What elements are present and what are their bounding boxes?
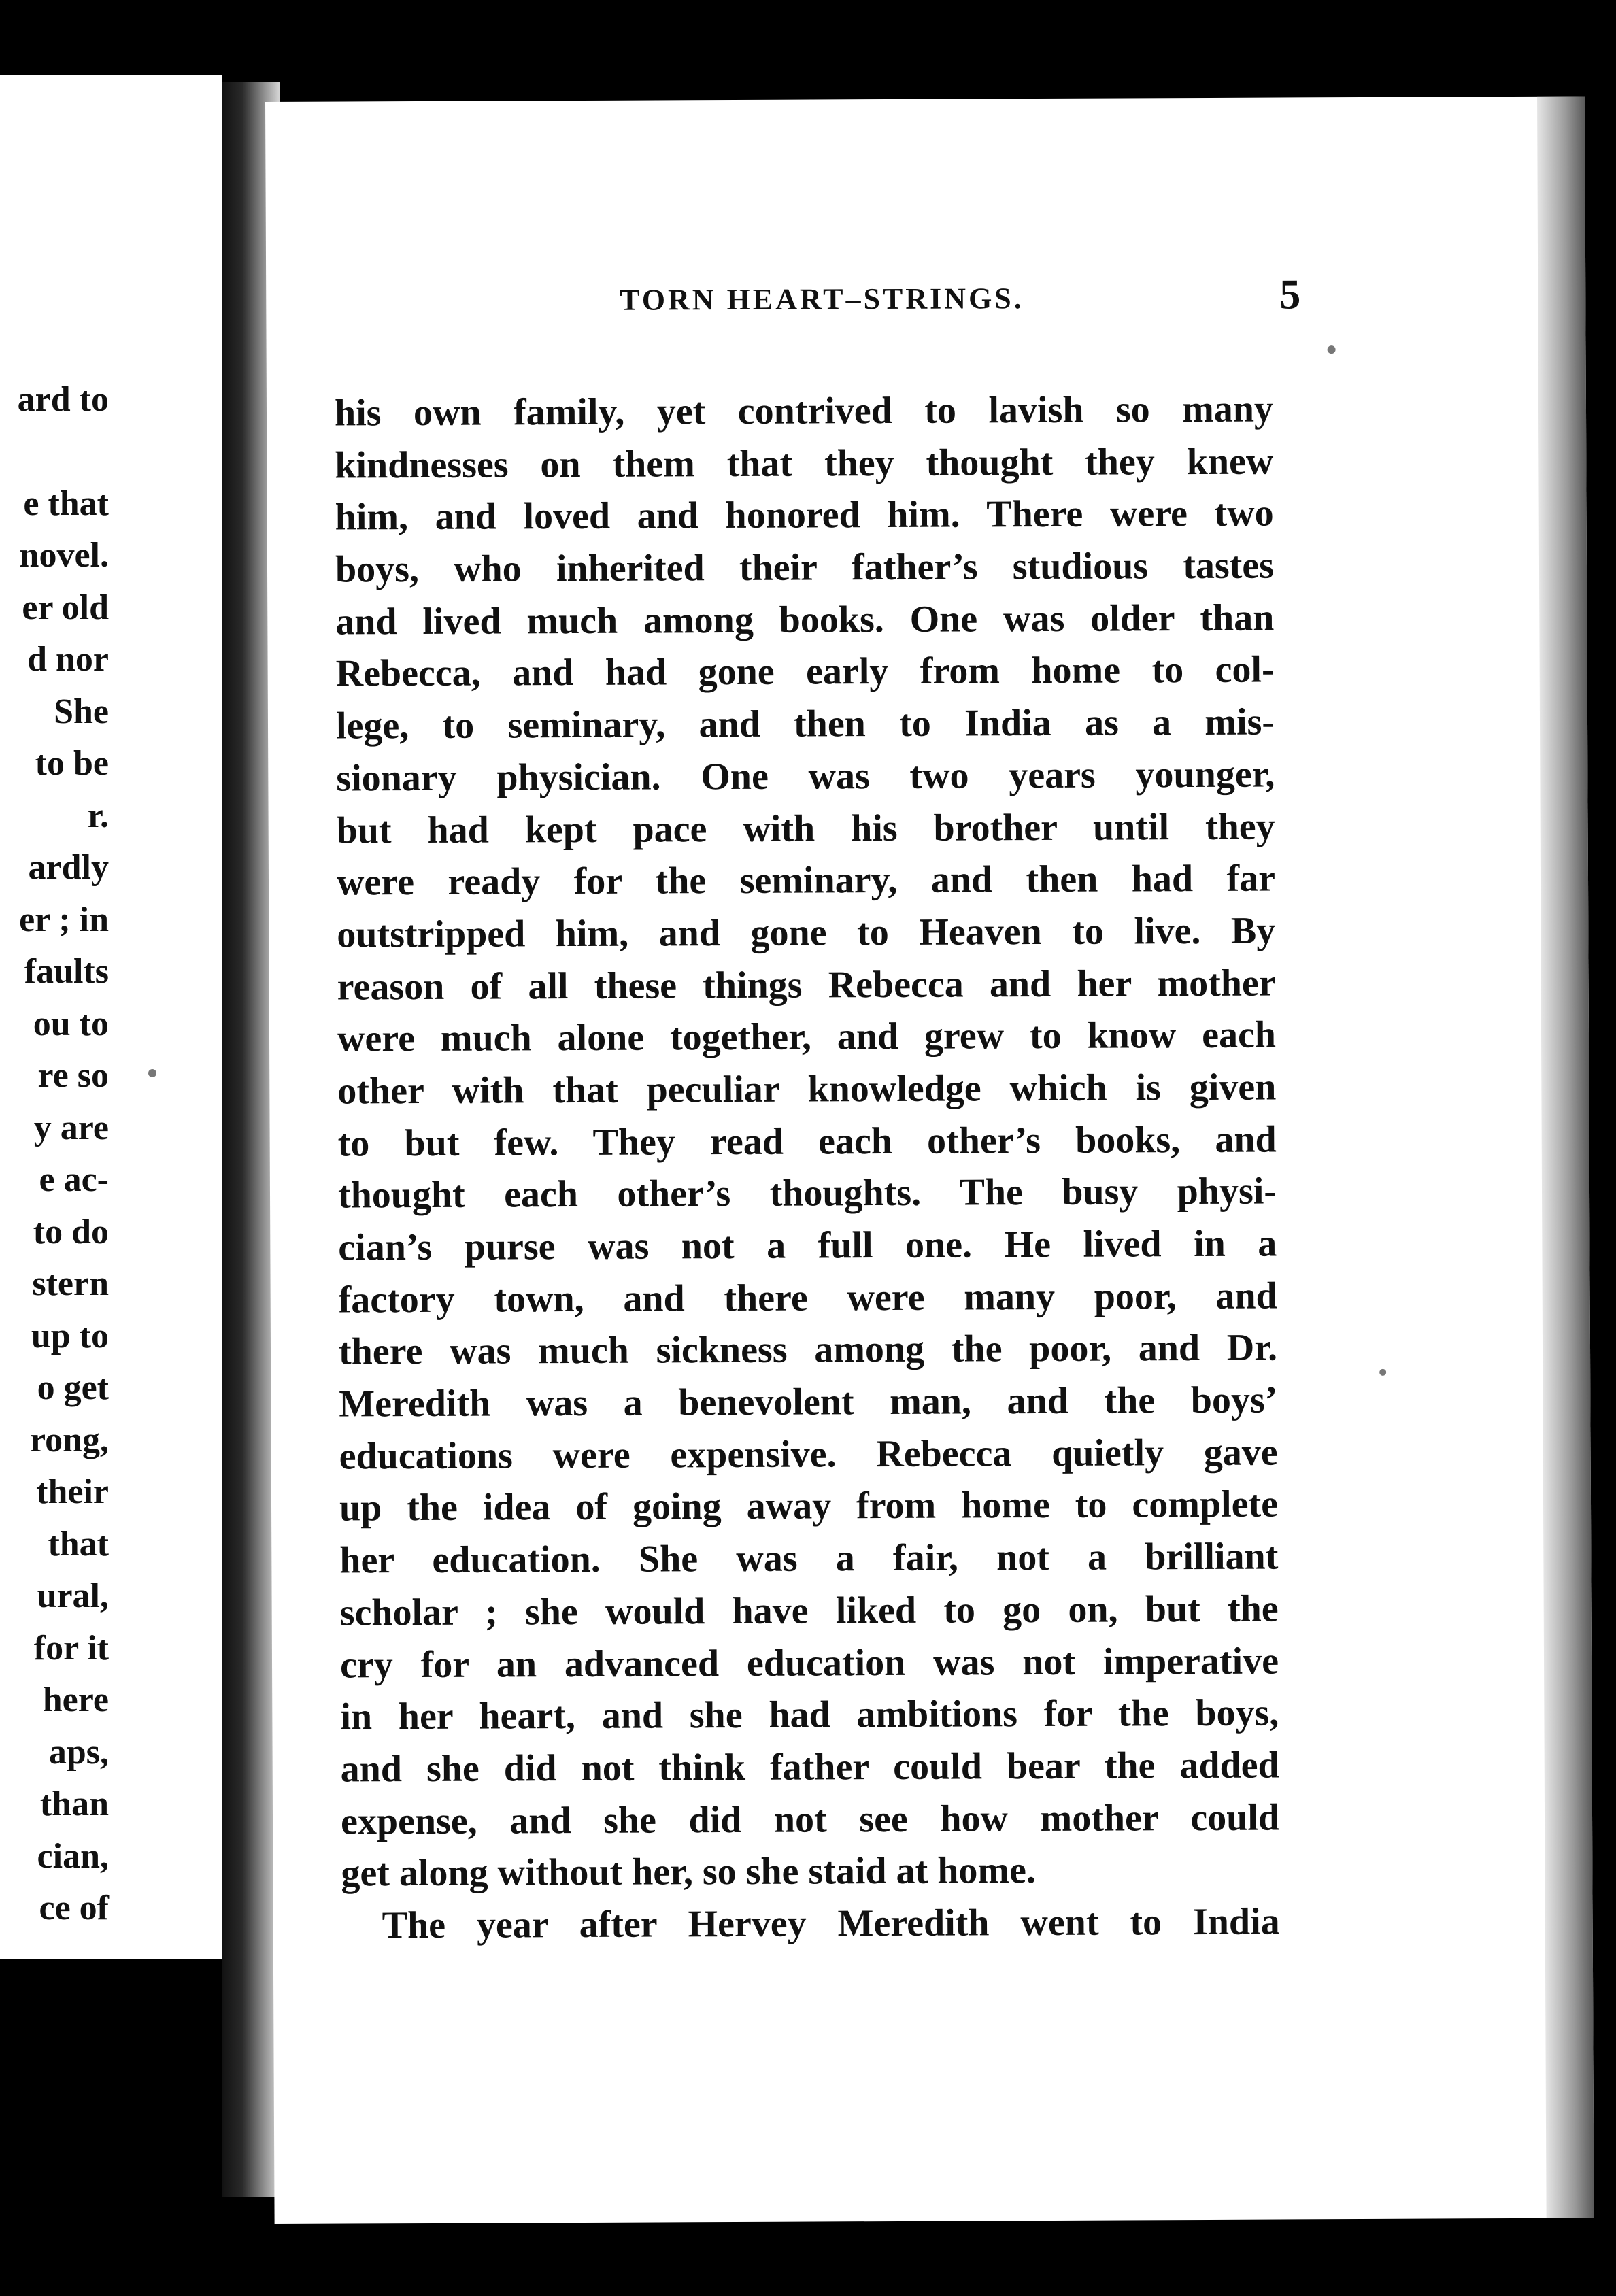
text-line: to but few. They read each other’s books, and bbox=[337, 1118, 1277, 1165]
text-line: expense, and she did not see how mother could bbox=[340, 1796, 1280, 1843]
text-line: cry for an advanced education was not imperative bbox=[339, 1640, 1279, 1687]
left-page-line: d nor bbox=[27, 640, 109, 679]
left-page-line: o get bbox=[37, 1368, 109, 1407]
left-page-line: cian, bbox=[37, 1837, 109, 1876]
left-page-line: faults bbox=[24, 952, 109, 991]
left-page-line: ard to bbox=[17, 380, 109, 419]
left-page-line: to be bbox=[35, 744, 109, 783]
left-page-line: er old bbox=[22, 588, 109, 627]
left-page-line: y are bbox=[33, 1109, 109, 1147]
left-page-line: that bbox=[48, 1525, 109, 1564]
book-page bbox=[265, 97, 1594, 2224]
text-line: reason of all these things Rebecca and her mother bbox=[337, 962, 1276, 1009]
body-text bbox=[335, 384, 1280, 1953]
text-line: were much alone together, and grew to know each bbox=[337, 1013, 1277, 1060]
left-page-line: re so bbox=[37, 1056, 109, 1095]
left-page-line: aps, bbox=[48, 1733, 109, 1772]
text-line: Rebecca, and had gone early from home to col- bbox=[335, 648, 1275, 695]
text-line: thought each other’s thoughts. The busy physi- bbox=[337, 1170, 1277, 1217]
left-page-line: their bbox=[36, 1472, 109, 1511]
text-line: cian’s purse was not a full one. He lived in a bbox=[338, 1222, 1277, 1269]
text-line: up the idea of going away from home to complete bbox=[339, 1483, 1279, 1530]
running-head: TORN HEART–STRINGS. bbox=[620, 282, 1024, 317]
text-line: but had kept pace with his brother until they bbox=[336, 805, 1275, 852]
left-page-line: ural, bbox=[37, 1576, 109, 1615]
left-page-line: to do bbox=[33, 1213, 109, 1251]
text-line: other with that peculiar knowledge which is given bbox=[337, 1066, 1277, 1113]
left-page-line: r. bbox=[87, 796, 109, 835]
text-line: outstripped him, and gone to Heaven to live. By bbox=[337, 909, 1276, 956]
text-line: and she did not think father could bear the added bbox=[340, 1744, 1279, 1791]
dust-speck bbox=[1328, 345, 1336, 354]
left-page-line: rong, bbox=[29, 1421, 109, 1459]
text-line: her education. She was a fair, not a brilliant bbox=[339, 1535, 1279, 1582]
text-line: boys, who inherited their father’s studious tastes bbox=[335, 544, 1275, 591]
text-line: him, and loved and honored him. There were two bbox=[335, 492, 1274, 539]
dust-speck bbox=[148, 1069, 156, 1077]
text-line: educations were expensive. Rebecca quietly gave bbox=[339, 1431, 1278, 1478]
text-line: in her heart, and she had ambitions for the boys, bbox=[340, 1691, 1279, 1738]
page-edge bbox=[1537, 97, 1594, 2218]
text-line: kindnesses on them that they thought they knew bbox=[335, 440, 1274, 487]
text-line: lege, to seminary, and then to India as a mis- bbox=[335, 700, 1275, 747]
left-page-fragment bbox=[0, 75, 222, 1959]
text-line: were ready for the seminary, and then had far bbox=[336, 857, 1276, 904]
left-page-line: er ; in bbox=[19, 900, 109, 939]
left-page-line: stern bbox=[32, 1264, 109, 1303]
left-page-line: up to bbox=[31, 1317, 109, 1355]
left-page-line: ce of bbox=[39, 1889, 109, 1927]
left-page-line: here bbox=[42, 1681, 109, 1719]
left-page-line: She bbox=[54, 692, 109, 731]
text-line: sionary physician. One was two years younger, bbox=[336, 753, 1275, 800]
dust-speck bbox=[1379, 1369, 1386, 1376]
left-page-line: for it bbox=[33, 1629, 109, 1668]
text-line: get along without her, so she staid at home. bbox=[341, 1849, 1037, 1895]
left-page-line: ardly bbox=[28, 848, 109, 887]
page-number: 5 bbox=[1279, 271, 1301, 318]
text-line: Meredith was a benevolent man, and the boys’ bbox=[339, 1379, 1278, 1425]
text-line-paragraph-start: The year after Hervey Meredith went to India bbox=[382, 1900, 1280, 1947]
text-line: scholar ; she would have liked to go on, but the bbox=[339, 1587, 1279, 1634]
left-page-line: e that bbox=[23, 484, 109, 523]
text-line: factory town, and there were many poor, and bbox=[338, 1274, 1277, 1321]
left-page-line: ou to bbox=[33, 1004, 109, 1043]
text-line: his own family, yet contrived to lavish so many bbox=[334, 388, 1274, 435]
left-page-line: than bbox=[39, 1785, 109, 1823]
text-line: and lived much among books. One was older than bbox=[335, 596, 1275, 643]
text-line: there was much sickness among the poor, and Dr. bbox=[338, 1326, 1278, 1373]
left-page-line: novel. bbox=[19, 536, 109, 575]
left-page-line: e ac- bbox=[39, 1160, 109, 1199]
